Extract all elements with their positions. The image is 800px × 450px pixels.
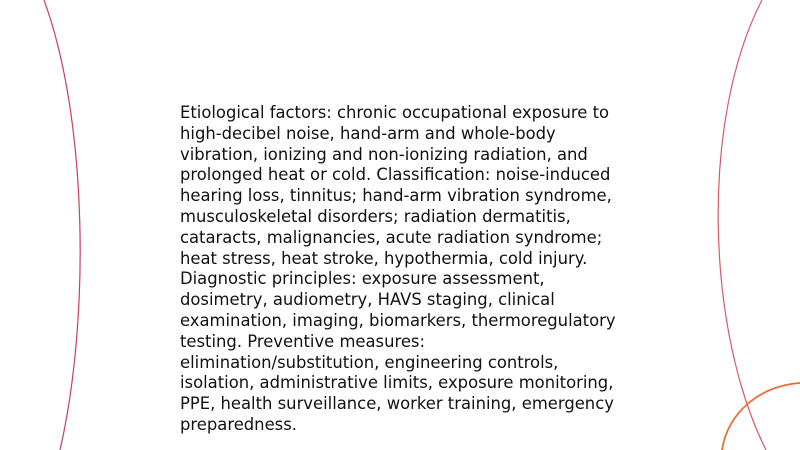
right-arc-decoration <box>718 0 766 450</box>
left-arc-decoration <box>44 0 80 450</box>
body-text: Etiological factors: chronic occupational exposure to high-decibel noise, hand-arm and whole-body vibration, ionizing and non-ionizing radiation, and prolonged heat or cold. Classification: noise-induced hearing loss, tinnitus; hand-arm vibration syndrome, musculoskeletal disorders; radiation dermatitis, cataracts, malignancies, acute radiation syndrome; heat stress, heat stroke, hypothermia, cold injury. Diagnostic principles: exposure assessment, dosimetry, audiometry, HAVS staging, clinical examination, imaging, biomarkers, thermoregulatory testing. Preventive measures: elimination/substitution, engineering controls, isolation, administrative limits, exposure monitoring, PPE, health surveillance, worker training, emergency preparedness. <box>180 103 616 434</box>
